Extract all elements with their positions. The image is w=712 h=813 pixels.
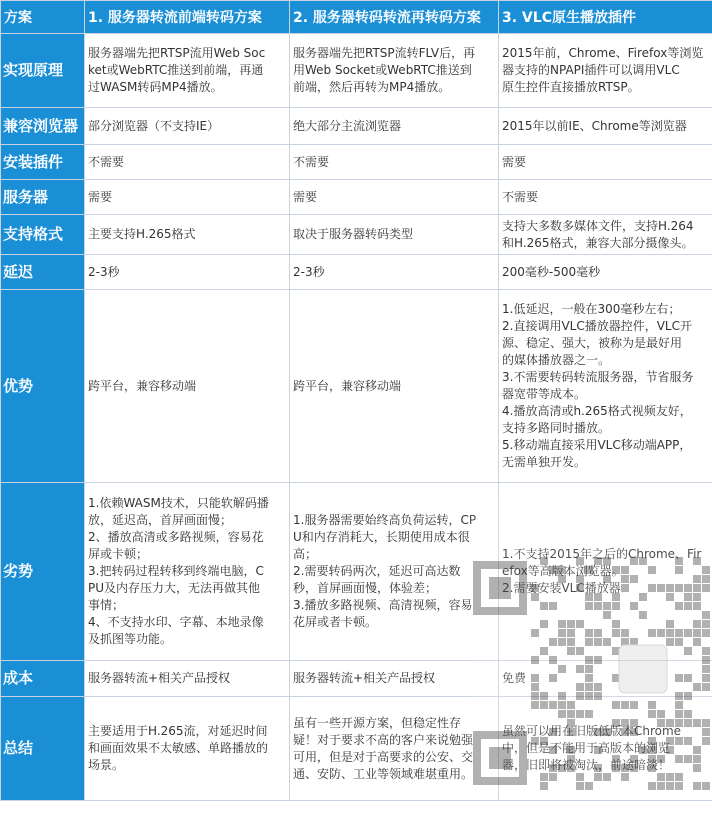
cell-option-1: 主要支持H.265格式 [85,215,290,255]
header-row [1,1,712,34]
cell-option-3: 需要 [499,145,712,180]
cell-option-3: 1.低延迟，一般在300毫秒左右； 2.直接调用VLC播放器控件，VLC开 源、稳定、强大，被称为是最好用 的媒体播放器之一。 3.不需要转码转流服务器，节省服务 器宽带等成本。 4.播放高清或h.265格式视频友好， 支持多路同时播放。 5.移动端直接采用VLC移动端APP， 无需单独开发。 [499,290,712,483]
cell-option-2: 虽有一些开源方案，但稳定性存 疑！对于要求不高的客户来说勉强 可用，但是对于高要求的公安、交 通、安防、工业等领域难堪重用。 [290,697,499,801]
cell-option-3: 200毫秒-500毫秒 [499,255,712,290]
row-label: 劣势 [1,483,85,661]
header-option-3: 3. VLC原生播放插件 [499,1,712,34]
cell-option-1: 跨平台，兼容移动端 [85,290,290,483]
row-label: 服务器 [1,180,85,215]
row-cost [1,661,712,697]
row-label: 兼容浏览器 [1,108,85,145]
cell-option-3: 虽然可以用在旧版低版本Chrome 中，但是不能用于高版本的浏览 器，旧即将被淘汰，前途暗淡！ [499,697,712,801]
cell-option-3: 2015年前，Chrome、Firefox等浏览 器支持的NPAPI插件可以调用VLC 原生控件直接播放RTSP。 [499,34,712,108]
row-server [1,180,712,215]
row-principle [1,34,712,108]
cell-option-3: 1.不支持2015年之后的Chrome、Fir efox等高版本浏览器。 2.需要安装VLC播放器 [499,483,712,661]
header-option-1: 1. 服务器转流前端转码方案 [85,1,290,34]
row-label: 实现原理 [1,34,85,108]
cell-option-2: 跨平台，兼容移动端 [290,290,499,483]
header-option-2: 2. 服务器转码转流再转码方案 [290,1,499,34]
row-format [1,215,712,255]
row-disadvantages [1,483,712,661]
cell-option-1: 需要 [85,180,290,215]
cell-option-2: 服务器端先把RTSP流转FLV后，再 用Web Socket或WebRTC推送到 前端，然后再转为MP4播放。 [290,34,499,108]
header-scheme: 方案 [1,1,85,34]
row-summary [1,697,712,801]
cell-option-3: 不需要 [499,180,712,215]
cell-option-1: 主要适用于H.265流，对延迟时间 和画面效果不太敏感、单路播放的 场景。 [85,697,290,801]
cell-option-3: 免费 [499,661,712,697]
cell-option-1: 服务器端先把RTSP流用Web Soc ket或WebRTC推送到前端，再通 过WASM转码MP4播放。 [85,34,290,108]
cell-option-2: 2-3秒 [290,255,499,290]
row-label: 总结 [1,697,85,801]
row-browser [1,108,712,145]
cell-option-2: 绝大部分主流浏览器 [290,108,499,145]
row-label: 成本 [1,661,85,697]
cell-option-1: 部分浏览器（不支持IE） [85,108,290,145]
row-label: 优势 [1,290,85,483]
cell-option-1: 不需要 [85,145,290,180]
cell-option-2: 不需要 [290,145,499,180]
cell-option-1: 2-3秒 [85,255,290,290]
cell-option-2: 需要 [290,180,499,215]
cell-option-2: 取决于服务器转码类型 [290,215,499,255]
cell-option-1: 1.依赖WASM技术，只能软解码播 放，延迟高，首屏画面慢； 2、播放高清或多路视频，容易花 屏或卡顿； 3.把转码过程转移到终端电脑，C PU及内存压力大，无法再做其他 事情； 4、不支持水印、字幕、本地录像 及抓图等功能。 [85,483,290,661]
row-latency [1,255,712,290]
row-label: 支持格式 [1,215,85,255]
cell-option-3: 2015年以前IE、Chrome等浏览器 [499,108,712,145]
row-label: 延迟 [1,255,85,290]
row-advantages [1,290,712,483]
cell-option-2: 服务器转流+相关产品授权 [290,661,499,697]
row-label: 安装插件 [1,145,85,180]
row-plugin [1,145,712,180]
cell-option-1: 服务器转流+相关产品授权 [85,661,290,697]
cell-option-2: 1.服务器需要始终高负荷运转，CP U和内存消耗大，长期使用成本很 高； 2.需要转码两次，延迟可高达数 秒，首屏画面慢，体验差； 3.播放多路视频、高清视频，容易 花屏或者卡顿。 [290,483,499,661]
cell-option-3: 支持大多数多媒体文件，支持H.264 和H.265格式，兼容大部分摄像头。 [499,215,712,255]
